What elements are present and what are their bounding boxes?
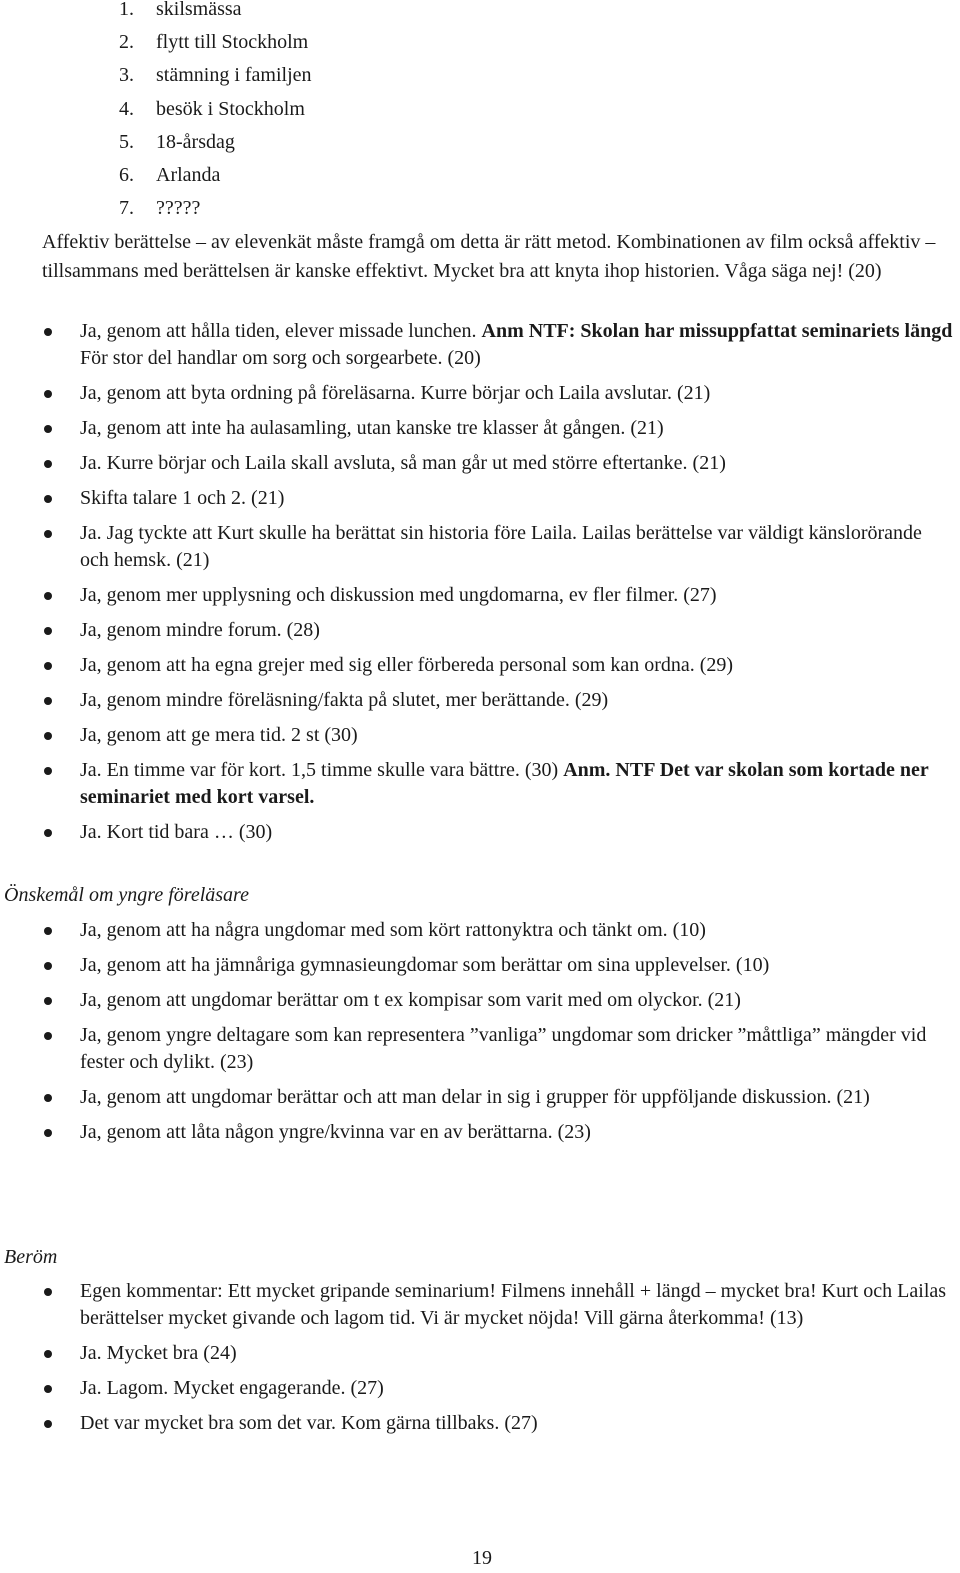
bullet-icon bbox=[44, 530, 52, 538]
bold-note: Anm. NTF Det var skolan som kortade ner seminariet med kort varsel. bbox=[80, 759, 929, 808]
numbered-list-item bbox=[119, 96, 312, 129]
bullet-icon bbox=[44, 1288, 52, 1296]
bullet-text: Ja. En timme var för kort. 1,5 timme skulle vara bättre. (30) bbox=[80, 759, 564, 781]
bullet-icon bbox=[44, 1032, 52, 1040]
section-heading-praise: Beröm bbox=[4, 1246, 58, 1268]
list-number: 3. bbox=[119, 64, 134, 87]
bullet-item bbox=[0, 1340, 955, 1367]
bullet-text: Ja, genom yngre deltagare som kan representera ”vanliga” ungdomar som dricker ”måttliga” mängder vid fester och dylikt. (23) bbox=[80, 1024, 927, 1073]
numbered-list-item bbox=[119, 0, 312, 29]
numbered-list bbox=[119, 0, 312, 228]
bullet-icon bbox=[44, 328, 52, 336]
bullet-icon bbox=[44, 627, 52, 635]
bullet-icon bbox=[44, 1094, 52, 1102]
bold-note: Anm NTF: Skolan har missuppfattat seminariets längd bbox=[481, 320, 953, 342]
numbered-list-item bbox=[119, 29, 312, 62]
list-text: flytt till Stockholm bbox=[156, 31, 309, 54]
bullet-item bbox=[0, 1084, 955, 1111]
bullet-icon bbox=[44, 732, 52, 740]
bullet-text: Ja, genom mindre föreläsning/fakta på slutet, mer berättande. (29) bbox=[80, 689, 609, 711]
bullet-item bbox=[0, 687, 955, 714]
bullet-item bbox=[0, 450, 955, 477]
list-number: 4. bbox=[119, 97, 134, 120]
list-text: Arlanda bbox=[156, 163, 221, 186]
bullet-item bbox=[0, 819, 955, 846]
bullet-icon bbox=[44, 425, 52, 433]
list-text: skilsmässa bbox=[156, 0, 242, 20]
bullet-text: Ja, genom att ha egna grejer med sig eller förbereda personal som kan ordna. (29) bbox=[80, 654, 734, 676]
bullet-icon bbox=[44, 1129, 52, 1137]
bullet-text: Ja. Lagom. Mycket engagerande. (27) bbox=[80, 1377, 384, 1399]
bullet-item bbox=[0, 617, 955, 644]
bullet-text: Det var mycket bra som det var. Kom gärna tillbaks. (27) bbox=[80, 1412, 538, 1434]
bullet-text: Ja, genom att ge mera tid. 2 st (30) bbox=[80, 724, 358, 746]
bullet-item bbox=[0, 722, 955, 749]
bullet-item bbox=[0, 1375, 955, 1402]
bullet-item bbox=[0, 415, 955, 442]
list-number: 6. bbox=[119, 163, 134, 186]
bullet-icon bbox=[44, 829, 52, 837]
bullet-icon bbox=[44, 662, 52, 670]
bullet-list-section-1 bbox=[0, 318, 955, 854]
bullet-text: Ja, genom att ungdomar berättar om t ex kompisar som varit med om olyckor. (21) bbox=[80, 989, 741, 1011]
bullet-item bbox=[0, 652, 955, 679]
bullet-icon bbox=[44, 390, 52, 398]
bullet-icon bbox=[44, 495, 52, 503]
list-number: 7. bbox=[119, 197, 134, 220]
bullet-item bbox=[0, 757, 955, 811]
bullet-item bbox=[0, 952, 955, 979]
bullet-text: Ja, genom att ha några ungdomar med som kört rattonyktra och tänkt om. (10) bbox=[80, 919, 706, 941]
bullet-list-section-3 bbox=[0, 1278, 955, 1445]
bullet-icon bbox=[44, 697, 52, 705]
bullet-item bbox=[0, 917, 955, 944]
bullet-text: Ja, genom att byta ordning på föreläsarna. Kurre börjar och Laila avslutar. (21) bbox=[80, 382, 711, 404]
bullet-text: Ja, genom att inte ha aulasamling, utan kanske tre klasser åt gången. (21) bbox=[80, 417, 664, 439]
bullet-icon bbox=[44, 1350, 52, 1358]
bullet-text-continued: För stor del handlar om sorg och sorgearbete. (20) bbox=[80, 347, 481, 369]
bullet-item bbox=[0, 1022, 955, 1076]
bullet-text: Ja. Kort tid bara … (30) bbox=[80, 821, 273, 843]
bullet-item bbox=[0, 520, 955, 574]
bullet-text: Ja, genom att hålla tiden, elever missade lunchen. bbox=[80, 320, 482, 342]
numbered-list-item bbox=[119, 195, 312, 228]
bullet-item bbox=[0, 1119, 955, 1146]
bullet-item bbox=[0, 987, 955, 1014]
bullet-text: Skifta talare 1 och 2. (21) bbox=[80, 487, 285, 509]
bullet-item bbox=[0, 485, 955, 512]
bullet-text: Ja. Mycket bra (24) bbox=[80, 1342, 237, 1364]
bullet-icon bbox=[44, 460, 52, 468]
list-text: stämning i familjen bbox=[156, 64, 312, 87]
bullet-icon bbox=[44, 1420, 52, 1428]
list-text: ????? bbox=[156, 197, 201, 220]
bullet-icon bbox=[44, 1385, 52, 1393]
bullet-item bbox=[0, 1410, 955, 1437]
bullet-text: Ja. Jag tyckte att Kurt skulle ha berättat sin historia före Laila. Lailas berättelse var väldigt känslorörande och hemsk. (21) bbox=[80, 522, 922, 571]
bullet-icon bbox=[44, 767, 52, 775]
bullet-item bbox=[0, 318, 955, 372]
list-number: 2. bbox=[119, 31, 134, 54]
list-text: 18-årsdag bbox=[156, 130, 235, 153]
bullet-icon bbox=[44, 927, 52, 935]
bullet-text: Ja, genom att ha jämnåriga gymnasieungdomar som berättar om sina upplevelser. (10) bbox=[80, 954, 770, 976]
bullet-text: Ja, genom mer upplysning och diskussion med ungdomarna, ev fler filmer. (27) bbox=[80, 584, 717, 606]
bullet-text: Ja, genom att ungdomar berättar och att man delar in sig i grupper för uppföljande diskussion. (21) bbox=[80, 1086, 870, 1108]
bullet-text: Ja. Kurre börjar och Laila skall avsluta, så man går ut med större eftertanke. (21) bbox=[80, 452, 726, 474]
numbered-list-item bbox=[119, 62, 312, 95]
list-text: besök i Stockholm bbox=[156, 97, 305, 120]
page-number: 19 bbox=[472, 1547, 492, 1569]
bullet-icon bbox=[44, 997, 52, 1005]
bullet-icon bbox=[44, 962, 52, 970]
numbered-list-item bbox=[119, 129, 312, 162]
bullet-text: Egen kommentar: Ett mycket gripande seminarium! Filmens innehåll + längd – mycket bra! Kurt och Lailas berättelser mycket givande och lagom tid. Vi är mycket nöjda! Vill gärna återkomma! (13) bbox=[80, 1280, 947, 1329]
intro-paragraph: Affektiv berättelse – av elevenkät måste framgå om detta är rätt metod. Kombinationen av film också affektiv – tillsammans med berättelsen är kanske effektivt. Mycket bra att knyta ihop historien. Våga säga nej! (20) bbox=[42, 231, 936, 282]
numbered-list-item bbox=[119, 162, 312, 195]
bullet-item bbox=[0, 582, 955, 609]
bullet-text: Ja, genom att låta någon yngre/kvinna var en av berättarna. (23) bbox=[80, 1121, 591, 1143]
bullet-icon bbox=[44, 592, 52, 600]
section-heading-younger-lecturers: Önskemål om yngre föreläsare bbox=[4, 884, 249, 906]
list-number: 5. bbox=[119, 130, 134, 153]
bullet-text: Ja, genom mindre forum. (28) bbox=[80, 619, 320, 641]
bullet-list-section-2 bbox=[0, 917, 955, 1154]
list-number: 1. bbox=[119, 0, 134, 20]
bullet-item bbox=[0, 1278, 955, 1332]
bullet-item bbox=[0, 380, 955, 407]
